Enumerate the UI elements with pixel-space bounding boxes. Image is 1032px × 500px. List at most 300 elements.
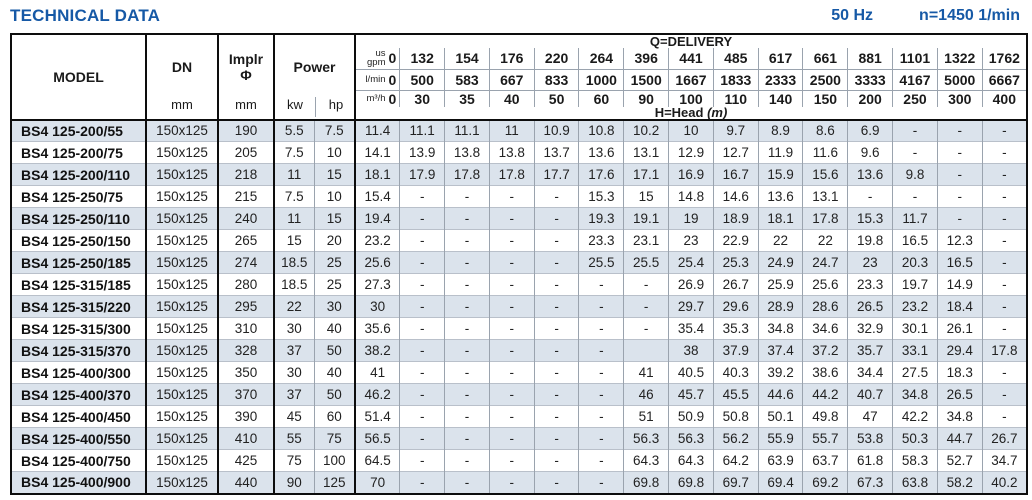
power-hp-cell: 7.5: [314, 120, 355, 142]
head-value-cell: 16.5: [893, 230, 938, 252]
head-value-cell: -: [579, 362, 624, 384]
flow-value-cell: 2500: [803, 69, 848, 90]
head-value-cell: -: [445, 296, 490, 318]
impeller-cell: 440: [218, 472, 274, 494]
flow-value-cell: 400: [982, 90, 1027, 107]
table-row: [11, 274, 1027, 296]
flow-value-cell: 100: [669, 90, 714, 107]
head-value-cell: 38.6: [803, 362, 848, 384]
dn-cell: 150x125: [146, 142, 218, 164]
flow-value-cell: 150: [803, 90, 848, 107]
power-hp-cell: 75: [314, 428, 355, 450]
power-hp-cell: 60: [314, 406, 355, 428]
head-row-header: [355, 104, 1027, 120]
head-value-cell: -: [489, 296, 534, 318]
head-value-cell: 26.9: [669, 274, 714, 296]
head-value-cell: 18.3: [937, 362, 982, 384]
head-value-cell: 40.2: [982, 472, 1027, 494]
head-value-cell: 26.1: [937, 318, 982, 340]
power-hp-cell: 100: [314, 450, 355, 472]
head-value-cell: 50.1: [758, 406, 803, 428]
model-cell: BS4 125-200/55: [11, 120, 146, 142]
head-value-cell: 23.2: [893, 296, 938, 318]
head-value-cell: 51: [624, 406, 669, 428]
model-cell: BS4 125-250/110: [11, 208, 146, 230]
head-value-cell: 19.1: [624, 208, 669, 230]
head-value-cell: -: [534, 450, 579, 472]
head-value-cell: -: [489, 208, 534, 230]
flow-value-cell: 500: [400, 69, 445, 90]
flow-value-cell: 485: [713, 48, 758, 69]
power-hp-cell: 50: [314, 384, 355, 406]
model-cell: BS4 125-400/900: [11, 472, 146, 494]
dn-cell: 150x125: [146, 428, 218, 450]
head-value-cell: 38.2: [355, 340, 400, 362]
flow-value-cell: 1762: [982, 48, 1027, 69]
head-value-cell: -: [534, 252, 579, 274]
head-value-cell: -: [982, 120, 1027, 142]
head-value-cell: 23: [669, 230, 714, 252]
head-value-cell: -: [982, 406, 1027, 428]
head-value-cell: 23.1: [624, 230, 669, 252]
head-value-cell: 13.9: [400, 142, 445, 164]
power-hp-cell: 15: [314, 164, 355, 186]
impeller-cell: 310: [218, 318, 274, 340]
head-value-cell: -: [400, 274, 445, 296]
impeller-cell: 280: [218, 274, 274, 296]
table-row: [11, 296, 1027, 318]
head-value-cell: 40.7: [848, 384, 893, 406]
flow-unit-cell: [355, 90, 400, 107]
head-value-cell: -: [445, 472, 490, 494]
head-value-cell: 13.6: [848, 164, 893, 186]
head-value-cell: -: [445, 340, 490, 362]
head-value-cell: -: [534, 208, 579, 230]
head-value-cell: -: [848, 186, 893, 208]
head-value-cell: 49.8: [803, 406, 848, 428]
power-kw-cell: 7.5: [274, 186, 314, 208]
table-row: [11, 186, 1027, 208]
model-cell: BS4 125-250/75: [11, 186, 146, 208]
head-value-cell: -: [445, 274, 490, 296]
head-value-cell: 15.4: [355, 186, 400, 208]
power-kw-cell: 5.5: [274, 120, 314, 142]
head-value-cell: 34.8: [758, 318, 803, 340]
head-value-cell: -: [937, 208, 982, 230]
flow-value-cell: 881: [848, 48, 893, 69]
impeller-header: [218, 34, 274, 120]
head-value-cell: 37.2: [803, 340, 848, 362]
head-value-cell: 28.6: [803, 296, 848, 318]
dn-cell: 150x125: [146, 340, 218, 362]
head-value-cell: 37.4: [758, 340, 803, 362]
model-cell: BS4 125-200/110: [11, 164, 146, 186]
flow-value-cell: 617: [758, 48, 803, 69]
power-hp-cell: 40: [314, 318, 355, 340]
head-value-cell: -: [534, 274, 579, 296]
dn-cell: 150x125: [146, 362, 218, 384]
head-value-cell: 22: [803, 230, 848, 252]
head-value-cell: -: [445, 384, 490, 406]
flow-value-cell: 300: [937, 90, 982, 107]
head-value-cell: 29.6: [713, 296, 758, 318]
flow-zero-value: 0: [388, 90, 397, 107]
impeller-cell: 328: [218, 340, 274, 362]
table-row: [11, 164, 1027, 186]
head-value-cell: 26.5: [848, 296, 893, 318]
flow-value-cell: 30: [400, 90, 445, 107]
power-kw-cell: 90: [274, 472, 314, 494]
head-value-cell: 23.2: [355, 230, 400, 252]
table-row: [11, 406, 1027, 428]
head-value-cell: -: [400, 186, 445, 208]
power-hp-cell: 10: [314, 142, 355, 164]
table-row: [11, 230, 1027, 252]
head-value-cell: 30.1: [893, 318, 938, 340]
head-value-cell: 12.7: [713, 142, 758, 164]
dn-cell: 150x125: [146, 406, 218, 428]
flow-value-cell: 1500: [624, 69, 669, 90]
head-value-cell: -: [893, 120, 938, 142]
power-hp-cell: 50: [314, 340, 355, 362]
head-value-cell: -: [937, 142, 982, 164]
head-value-cell: 10.2: [624, 120, 669, 142]
power-kw-cell: 15: [274, 230, 314, 252]
power-kw-cell: 37: [274, 340, 314, 362]
impeller-cell: 218: [218, 164, 274, 186]
head-value-cell: 25.9: [758, 274, 803, 296]
head-value-cell: 19.4: [355, 208, 400, 230]
head-value-cell: 14.9: [937, 274, 982, 296]
head-value-cell: 44.6: [758, 384, 803, 406]
head-value-cell: -: [982, 164, 1027, 186]
head-value-cell: 40.3: [713, 362, 758, 384]
power-hp-cell: 40: [314, 362, 355, 384]
head-value-cell: -: [400, 208, 445, 230]
head-value-cell: 22.9: [713, 230, 758, 252]
head-value-cell: -: [982, 142, 1027, 164]
head-value-cell: 56.5: [355, 428, 400, 450]
head-value-cell: 15: [624, 186, 669, 208]
dn-cell: 150x125: [146, 164, 218, 186]
head-value-cell: 14.1: [355, 142, 400, 164]
head-value-cell: -: [489, 406, 534, 428]
power-kw-cell: 55: [274, 428, 314, 450]
head-value-cell: 69.8: [669, 472, 714, 494]
head-value-cell: 34.4: [848, 362, 893, 384]
head-value-cell: 44.7: [937, 428, 982, 450]
flow-value-cell: 50: [534, 90, 579, 107]
head-value-cell: 26.7: [713, 274, 758, 296]
flow-value-cell: 833: [534, 69, 579, 90]
head-value-cell: 34.6: [803, 318, 848, 340]
head-value-cell: 23.3: [848, 274, 893, 296]
impeller-cell: 205: [218, 142, 274, 164]
flow-value-cell: 1833: [713, 69, 758, 90]
head-value-cell: -: [534, 340, 579, 362]
head-value-cell: 10.8: [579, 120, 624, 142]
head-value-cell: -: [579, 450, 624, 472]
head-value-cell: -: [489, 230, 534, 252]
power-header-label: Power: [293, 58, 336, 75]
head-value-cell: -: [400, 296, 445, 318]
head-value-cell: -: [893, 186, 938, 208]
head-value-cell: 17.8: [982, 340, 1027, 362]
head-value-cell: 17.9: [400, 164, 445, 186]
flow-value-cell: 90: [624, 90, 669, 107]
dn-cell: 150x125: [146, 274, 218, 296]
dn-cell: 150x125: [146, 120, 218, 142]
impeller-cell: 190: [218, 120, 274, 142]
head-value-cell: -: [489, 274, 534, 296]
flow-unit-cell: [355, 48, 400, 69]
power-hp-cell: 30: [314, 296, 355, 318]
head-value-cell: 10: [669, 120, 714, 142]
dn-cell: 150x125: [146, 450, 218, 472]
head-value-cell: 25.3: [713, 252, 758, 274]
head-value-cell: -: [534, 186, 579, 208]
head-value-cell: 27.3: [355, 274, 400, 296]
flow-value-cell: 441: [669, 48, 714, 69]
head-value-cell: -: [534, 472, 579, 494]
head-value-cell: -: [982, 208, 1027, 230]
head-value-cell: 70: [355, 472, 400, 494]
flow-value-cell: 60: [579, 90, 624, 107]
head-value-cell: 17.7: [534, 164, 579, 186]
flow-value-cell: 6667: [982, 69, 1027, 90]
power-hp-cell: 10: [314, 186, 355, 208]
flow-value-cell: 1000: [579, 69, 624, 90]
head-value-cell: 16.7: [713, 164, 758, 186]
head-value-cell: 55.7: [803, 428, 848, 450]
head-value-cell: -: [982, 274, 1027, 296]
head-value-cell: -: [624, 318, 669, 340]
top-bar: [10, 4, 1020, 28]
head-value-cell: 11.9: [758, 142, 803, 164]
head-value-cell: 19.8: [848, 230, 893, 252]
model-cell: BS4 125-200/75: [11, 142, 146, 164]
flow-value-cell: 661: [803, 48, 848, 69]
head-value-cell: 22: [758, 230, 803, 252]
power-kw-label: kw: [287, 96, 303, 112]
head-value-cell: -: [445, 186, 490, 208]
head-value-cell: 34.8: [937, 406, 982, 428]
flow-value-cell: 176: [489, 48, 534, 69]
head-value-cell: -: [400, 362, 445, 384]
head-value-cell: -: [489, 450, 534, 472]
impeller-symbol: Φ: [240, 66, 252, 83]
head-value-cell: 12.3: [937, 230, 982, 252]
dn-cell: 150x125: [146, 318, 218, 340]
head-value-cell: 11.4: [355, 120, 400, 142]
table-row: [11, 340, 1027, 362]
head-value-cell: -: [937, 186, 982, 208]
head-value-cell: 41: [355, 362, 400, 384]
head-value-cell: 50.3: [893, 428, 938, 450]
head-value-cell: 34.8: [893, 384, 938, 406]
model-cell: BS4 125-315/220: [11, 296, 146, 318]
impeller-cell: 425: [218, 450, 274, 472]
flow-zero-value: 0: [388, 50, 397, 67]
head-value-cell: 11.7: [893, 208, 938, 230]
flow-value-cell: 250: [893, 90, 938, 107]
head-value-cell: 37.9: [713, 340, 758, 362]
power-hp-cell: 20: [314, 230, 355, 252]
table-row: [11, 384, 1027, 406]
impeller-header-label: Implr: [228, 50, 264, 67]
head-value-cell: 58.2: [937, 472, 982, 494]
power-kw-cell: 37: [274, 384, 314, 406]
head-value-cell: 11.1: [445, 120, 490, 142]
head-value-cell: 9.6: [848, 142, 893, 164]
head-value-cell: -: [445, 362, 490, 384]
power-kw-cell: 45: [274, 406, 314, 428]
head-value-cell: -: [400, 428, 445, 450]
head-value-cell: -: [400, 406, 445, 428]
head-value-cell: 63.9: [758, 450, 803, 472]
head-value-cell: -: [445, 406, 490, 428]
head-value-cell: 33.1: [893, 340, 938, 362]
head-value-cell: 52.7: [937, 450, 982, 472]
head-value-cell: -: [579, 318, 624, 340]
head-value-cell: 24.7: [803, 252, 848, 274]
table-row: [11, 142, 1027, 164]
table-row: [11, 318, 1027, 340]
head-value-cell: 35.3: [713, 318, 758, 340]
head-value-cell: 55.9: [758, 428, 803, 450]
power-hp-cell: 15: [314, 208, 355, 230]
head-value-cell: 11: [489, 120, 534, 142]
head-value-cell: -: [937, 120, 982, 142]
head-value-cell: -: [400, 384, 445, 406]
dn-cell: 150x125: [146, 472, 218, 494]
head-value-cell: 15.9: [758, 164, 803, 186]
head-value-cell: 18.4: [937, 296, 982, 318]
head-value-cell: 13.1: [624, 142, 669, 164]
flow-value-cell: 200: [848, 90, 893, 107]
head-value-cell: -: [937, 164, 982, 186]
dn-cell: 150x125: [146, 296, 218, 318]
top-right-labels: [831, 7, 1020, 25]
head-value-cell: 10.9: [534, 120, 579, 142]
head-value-cell: 9.8: [893, 164, 938, 186]
head-value-cell: -: [445, 318, 490, 340]
power-header: [274, 34, 355, 120]
head-value-cell: 17.8: [445, 164, 490, 186]
head-value-cell: 26.7: [982, 428, 1027, 450]
table-row: [11, 120, 1027, 142]
model-cell: BS4 125-400/550: [11, 428, 146, 450]
head-value-cell: 40.5: [669, 362, 714, 384]
flow-zero-value: 0: [388, 71, 397, 88]
flow-value-cell: 5000: [937, 69, 982, 90]
head-value-cell: -: [534, 384, 579, 406]
head-value-cell: 17.6: [579, 164, 624, 186]
table-row: [11, 428, 1027, 450]
flow-value-cell: 220: [534, 48, 579, 69]
power-kw-cell: 18.5: [274, 252, 314, 274]
head-value-cell: -: [489, 472, 534, 494]
head-value-cell: 25.5: [579, 252, 624, 274]
head-value-cell: 69.4: [758, 472, 803, 494]
impeller-cell: 265: [218, 230, 274, 252]
head-value-cell: -: [579, 428, 624, 450]
head-value-cell: 18.1: [758, 208, 803, 230]
head-value-cell: 6.9: [848, 120, 893, 142]
flow-value-cell: 154: [445, 48, 490, 69]
dn-cell: 150x125: [146, 384, 218, 406]
head-value-cell: -: [982, 230, 1027, 252]
table-row: [11, 472, 1027, 494]
impeller-cell: 370: [218, 384, 274, 406]
model-cell: BS4 125-250/150: [11, 230, 146, 252]
flow-value-cell: 264: [579, 48, 624, 69]
head-value-cell: 8.9: [758, 120, 803, 142]
flow-unit-label: l/min: [365, 74, 386, 85]
head-value-cell: 41: [624, 362, 669, 384]
head-value-cell: 25.5: [624, 252, 669, 274]
head-value-cell: -: [400, 230, 445, 252]
head-value-cell: 17.1: [624, 164, 669, 186]
flow-value-cell: 1101: [893, 48, 938, 69]
head-value-cell: -: [400, 318, 445, 340]
head-value-cell: 19: [669, 208, 714, 230]
head-value-cell: -: [489, 384, 534, 406]
head-value-cell: 25.6: [355, 252, 400, 274]
head-value-cell: 42.2: [893, 406, 938, 428]
head-value-cell: -: [445, 428, 490, 450]
power-hp-cell: 25: [314, 274, 355, 296]
head-value-cell: 19.3: [579, 208, 624, 230]
power-hp-cell: 25: [314, 252, 355, 274]
impeller-unit-label: mm: [235, 96, 257, 112]
head-value-cell: 64.5: [355, 450, 400, 472]
head-value-cell: 13.8: [445, 142, 490, 164]
head-value-cell: -: [982, 252, 1027, 274]
model-cell: BS4 125-400/750: [11, 450, 146, 472]
head-value-cell: 58.3: [893, 450, 938, 472]
head-value-cell: 46.2: [355, 384, 400, 406]
head-value-cell: 11.6: [803, 142, 848, 164]
power-hp-cell: 125: [314, 472, 355, 494]
head-value-cell: 23: [848, 252, 893, 274]
head-value-cell: 39.2: [758, 362, 803, 384]
flow-unit-label: m³/h: [366, 93, 386, 104]
head-value-cell: -: [489, 318, 534, 340]
head-value-cell: 56.3: [669, 428, 714, 450]
head-value-cell: 27.5: [893, 362, 938, 384]
flow-unit-label: us gpm: [367, 48, 386, 69]
head-value-cell: 63.8: [893, 472, 938, 494]
head-value-cell: -: [579, 472, 624, 494]
flow-value-cell: 667: [489, 69, 534, 90]
head-value-cell: -: [982, 296, 1027, 318]
head-value-cell: 9.7: [713, 120, 758, 142]
head-value-cell: 69.2: [803, 472, 848, 494]
head-value-cell: 64.2: [713, 450, 758, 472]
head-value-cell: -: [534, 362, 579, 384]
impeller-cell: 295: [218, 296, 274, 318]
head-value-cell: 8.6: [803, 120, 848, 142]
impeller-cell: 240: [218, 208, 274, 230]
head-value-cell: 32.9: [848, 318, 893, 340]
power-kw-cell: 30: [274, 362, 314, 384]
impeller-cell: 350: [218, 362, 274, 384]
head-value-cell: -: [400, 450, 445, 472]
flow-value-cell: 110: [713, 90, 758, 107]
head-value-cell: -: [579, 384, 624, 406]
flow-value-cell: 40: [489, 90, 534, 107]
